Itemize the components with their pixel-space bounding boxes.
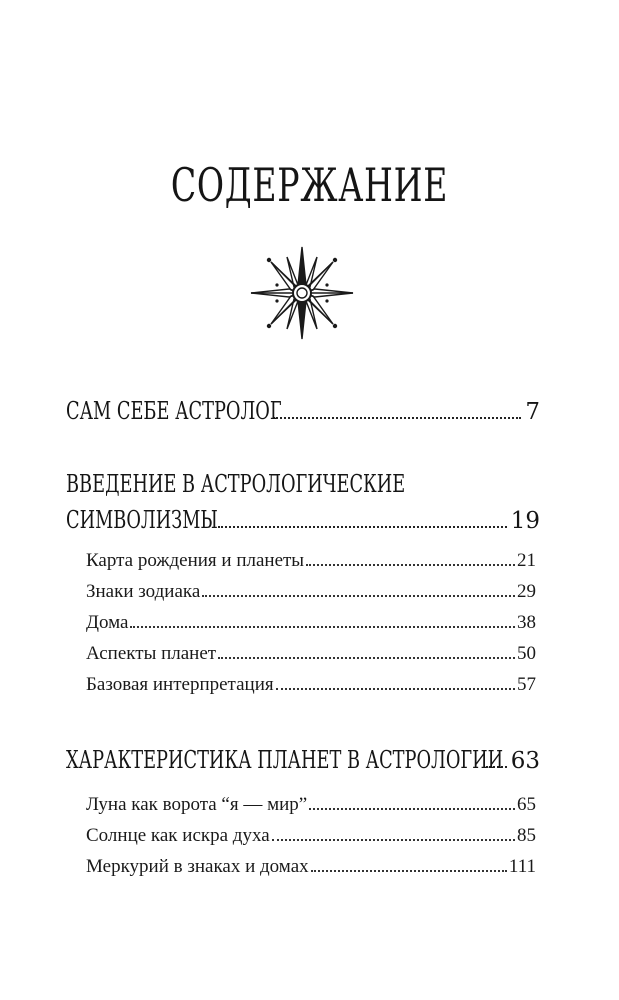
item-title: Солнце как искра духа bbox=[86, 825, 270, 846]
page-title: СОДЕРЖАНИЕ bbox=[170, 158, 449, 212]
page-number: 85 bbox=[517, 825, 536, 846]
item-title: Меркурий в знаках и домах bbox=[86, 856, 309, 877]
toc-item[interactable] bbox=[86, 607, 536, 638]
toc-subsection-list bbox=[86, 545, 536, 700]
page-number: 63 bbox=[510, 748, 540, 774]
toc-section[interactable] bbox=[66, 742, 540, 779]
toc-item[interactable] bbox=[86, 851, 536, 882]
item-title: Карта рождения и планеты bbox=[86, 550, 305, 571]
toc-item[interactable] bbox=[86, 576, 536, 607]
dot-leader bbox=[202, 595, 515, 597]
section-title-line1: ВВЕДЕНИЕ В АСТРОЛОГИЧЕСКИЕ bbox=[66, 470, 406, 498]
item-title: Дома bbox=[86, 612, 129, 633]
dot-leader bbox=[309, 808, 515, 810]
toc-section[interactable] bbox=[66, 393, 540, 430]
page-number: 65 bbox=[517, 794, 536, 815]
toc-item[interactable] bbox=[86, 545, 536, 576]
dot-leader bbox=[276, 688, 515, 690]
toc-item[interactable] bbox=[86, 789, 536, 820]
page-number: 7 bbox=[525, 399, 540, 425]
dot-leader bbox=[311, 870, 507, 872]
page-number: 57 bbox=[517, 674, 536, 695]
item-title: Аспекты планет bbox=[86, 643, 217, 664]
section-title: САМ СЕБЕ АСТРОЛОГ bbox=[66, 397, 282, 425]
section-title-line2: СИМВОЛИЗМЫ bbox=[66, 506, 218, 534]
star-compass-icon bbox=[249, 245, 355, 341]
page-number: 21 bbox=[517, 550, 536, 571]
page-number: 29 bbox=[517, 581, 536, 602]
toc-subsection-list bbox=[86, 789, 536, 882]
toc-item[interactable] bbox=[86, 638, 536, 669]
page-number: 111 bbox=[508, 856, 536, 877]
toc-item[interactable] bbox=[86, 669, 536, 700]
item-title: Знаки зодиака bbox=[86, 581, 201, 602]
item-title: Луна как ворота “я — мир” bbox=[86, 794, 308, 815]
dot-leader bbox=[218, 526, 507, 528]
dot-leader bbox=[272, 839, 515, 841]
dot-leader bbox=[306, 564, 515, 566]
page-number: 50 bbox=[517, 643, 536, 664]
item-title: Базовая интерпретация bbox=[86, 674, 274, 695]
toc-item[interactable] bbox=[86, 820, 536, 851]
page-number: 19 bbox=[510, 508, 540, 534]
toc-section[interactable] bbox=[66, 466, 540, 539]
dot-leader bbox=[273, 417, 521, 419]
page-number: 38 bbox=[517, 612, 536, 633]
section-title: ХАРАКТЕРИСТИКА ПЛАНЕТ В АСТРОЛОГИИ bbox=[66, 746, 504, 774]
dot-leader bbox=[218, 657, 515, 659]
dot-leader bbox=[130, 626, 515, 628]
